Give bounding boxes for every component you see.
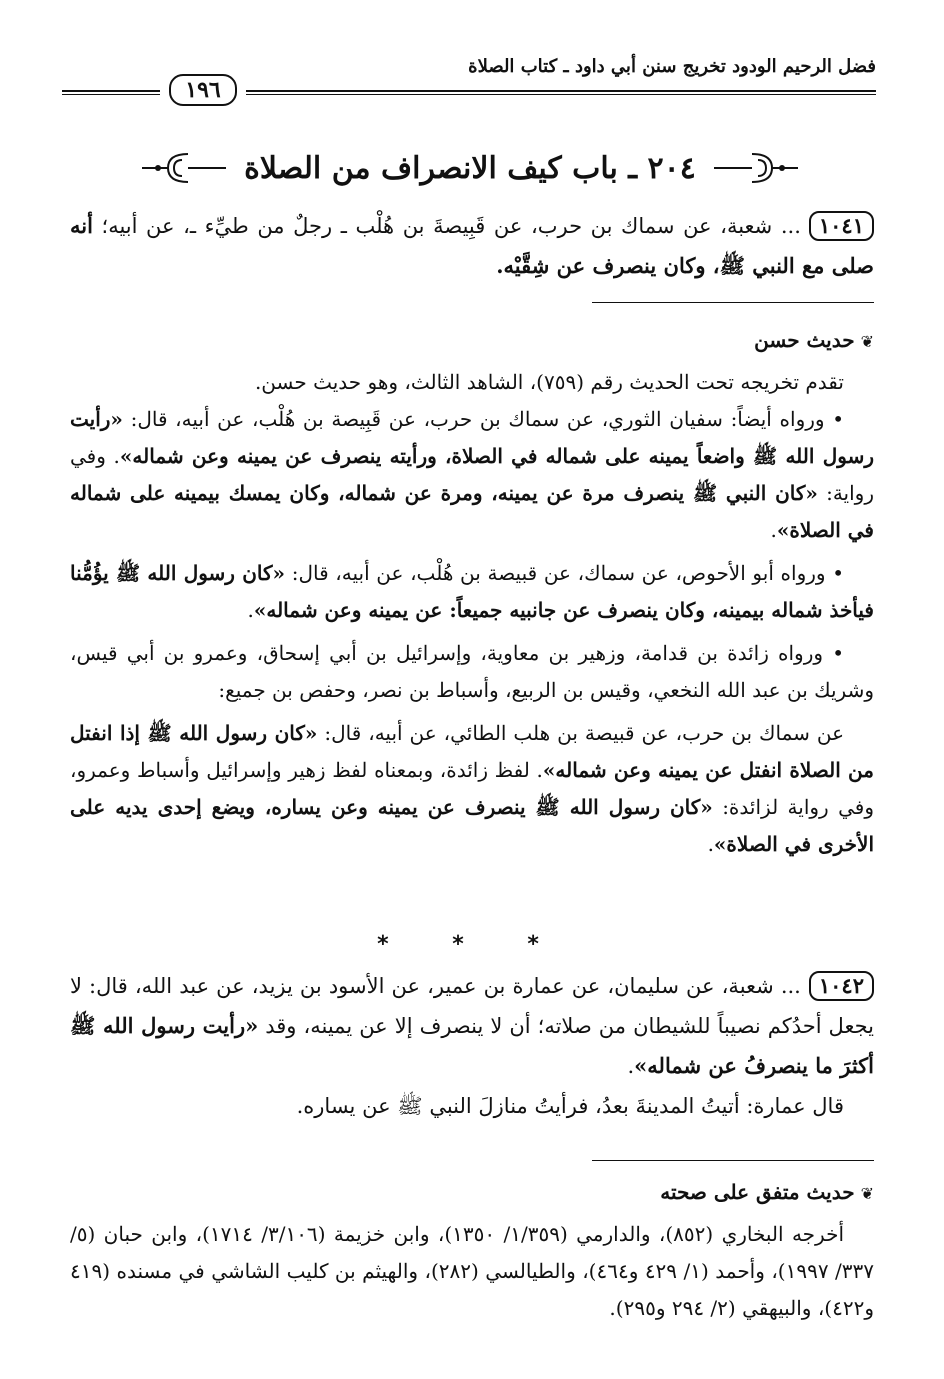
note-paragraph: تقدم تخريجه تحت الحديث رقم (٧٥٩)، الشاهد الثالث، وهو حديث حسن.: [254, 370, 844, 394]
takhrij-notes-1: [70, 364, 874, 863]
hadith-text: ... شعبة، عن سليمان، عن عمارة بن عمير، عن الأسود بن يزيد، عن عبد الله، قال: لا يجعل أحدُكم نصيباً للشيطان من صلاته؛ أن لا ينصرف إلا عن يمينه، وقد: [70, 974, 874, 1038]
separator-line: [592, 302, 874, 303]
grade-label: حديث حسن: [754, 328, 855, 352]
note-paragraph: • ورواه أيضاً: سفيان الثوري، عن سماك بن حرب، عن قَبِيصة بن هُلْب، عن أبيه، قال: «رأيت رسول الله ﷺ واضعاً يمينه على شماله في الصلاة، ورأيته ينصرف عن يمينه وعن شماله». وفي رواية: «كان النبي ﷺ ينصرف مرة عن يمينه، ومرة عن شماله، وكان يمسك بيمينه على شماله في الصلاة».: [70, 407, 874, 542]
note-paragraph: • ورواه أبو الأحوص، عن سماك، عن قبيصة بن هُلْب، عن أبيه، قال: «كان رسول الله ﷺ يؤُمُّنا فيأخذ شماله بيمينه، وكان ينصرف عن جانبيه جميعاً: عن يمينه وعن شماله».: [70, 561, 874, 622]
chapter-title: ٢٠٤ ـ باب كيف الانصراف من الصلاة: [244, 150, 696, 186]
note-paragraph: • ورواه زائدة بن قدامة، وزهير بن معاوية، وإسرائيل بن أبي إسحاق، وعمرو بن أبي قيس، وشريك بن عبد الله النخعي، وقيس بن الربيع، وأسباط بن نصر، وحفص بن جميع:: [70, 641, 874, 702]
hadith-1042: ١٠٤٢... شعبة، عن سليمان، عن عمارة بن عمير، عن الأسود بن يزيد، عن عبد الله، قال: لا يجعل أحدُكم نصيباً للشيطان من صلاته؛ أن لا ينصرف إلا عن يمينه، وقد «رأيت رسول الله ﷺ أكثرَ ما ينصرفُ عن شماله». قال عمارة: أتيتُ المدينةَ بعدُ، فرأيتُ منازلَ النبي ﷺ عن يساره.: [70, 966, 874, 1126]
ornament-left-icon: [140, 148, 228, 188]
grade-label: حديث متفق على صحته: [660, 1180, 855, 1204]
separator-line: [592, 1160, 874, 1161]
hadith-text: ... شعبة، عن سماك بن حرب، عن قَبِيصةَ بن هُلْب ـ رجلٌ من طيِّء ـ، عن أبيه؛: [92, 214, 801, 238]
note-paragraph: أخرجه البخاري (٨٥٢)، والدارمي (١/٣٥٩/ ١٣٥٠)، وابن خزيمة (٣/١٠٦/ ١٧١٤)، وابن حبان (٥/ ٣٣٧/ ١٩٩٧)، وأحمد (١/ ٤٢٩ و٤٦٤)، والطيالسي (٢٨٢)، والهيثم بن كليب الشاشي في مسنده (٤١٩ و٤٢٢)، والبيهقي (٢/ ٢٩٤ و٢٩٥).: [70, 1222, 875, 1320]
book-icon: ❦: [860, 1184, 874, 1203]
running-title: فضل الرحيم الودود تخريج سنن أبي داود ـ كتاب الصلاة: [468, 56, 876, 77]
chapter-heading: [140, 142, 800, 194]
page-number: ١٩٦: [169, 74, 236, 106]
ornament-right-icon: [712, 148, 800, 188]
hadith-addendum: قال عمارة: أتيتُ المدينةَ بعدُ، فرأيتُ منازلَ النبي ﷺ عن يساره.: [296, 1094, 844, 1118]
note-paragraph: عن سماك بن حرب، عن قبيصة بن هلب الطائي، عن أبيه، قال: «كان رسول الله ﷺ إذا انفتل من الصلاة انفتل عن يمينه وعن شماله». لفظ زائدة، وبمعناه لفظ زهير وإسرائيل وأسباط وعمرو، وفي رواية لزائدة: «كان رسول الله ﷺ ينصرف عن يمينه وعن يساره، ويضع إحدى يديه على الأخرى في الصلاة».: [70, 721, 874, 856]
page-number-frame: [160, 70, 246, 110]
hadith-matn: «رأيت رسول الله ﷺ أكثرَ ما ينصرفُ عن شماله»: [70, 1013, 874, 1078]
hadith-number: ١٠٤١: [809, 211, 874, 241]
book-icon: ❦: [860, 332, 874, 351]
grade-section: [70, 1180, 874, 1204]
page-header: [62, 48, 876, 103]
grade-section: [70, 328, 874, 352]
hadith-matn: أنه صلى مع النبي ﷺ، وكان ينصرف عن شِقَّيْه.: [70, 213, 874, 278]
hadith-1041: [70, 206, 874, 286]
section-stars: * * *: [377, 932, 567, 957]
takhrij-notes-2: [70, 1216, 874, 1327]
hadith-number: ١٠٤٢: [809, 971, 874, 1001]
